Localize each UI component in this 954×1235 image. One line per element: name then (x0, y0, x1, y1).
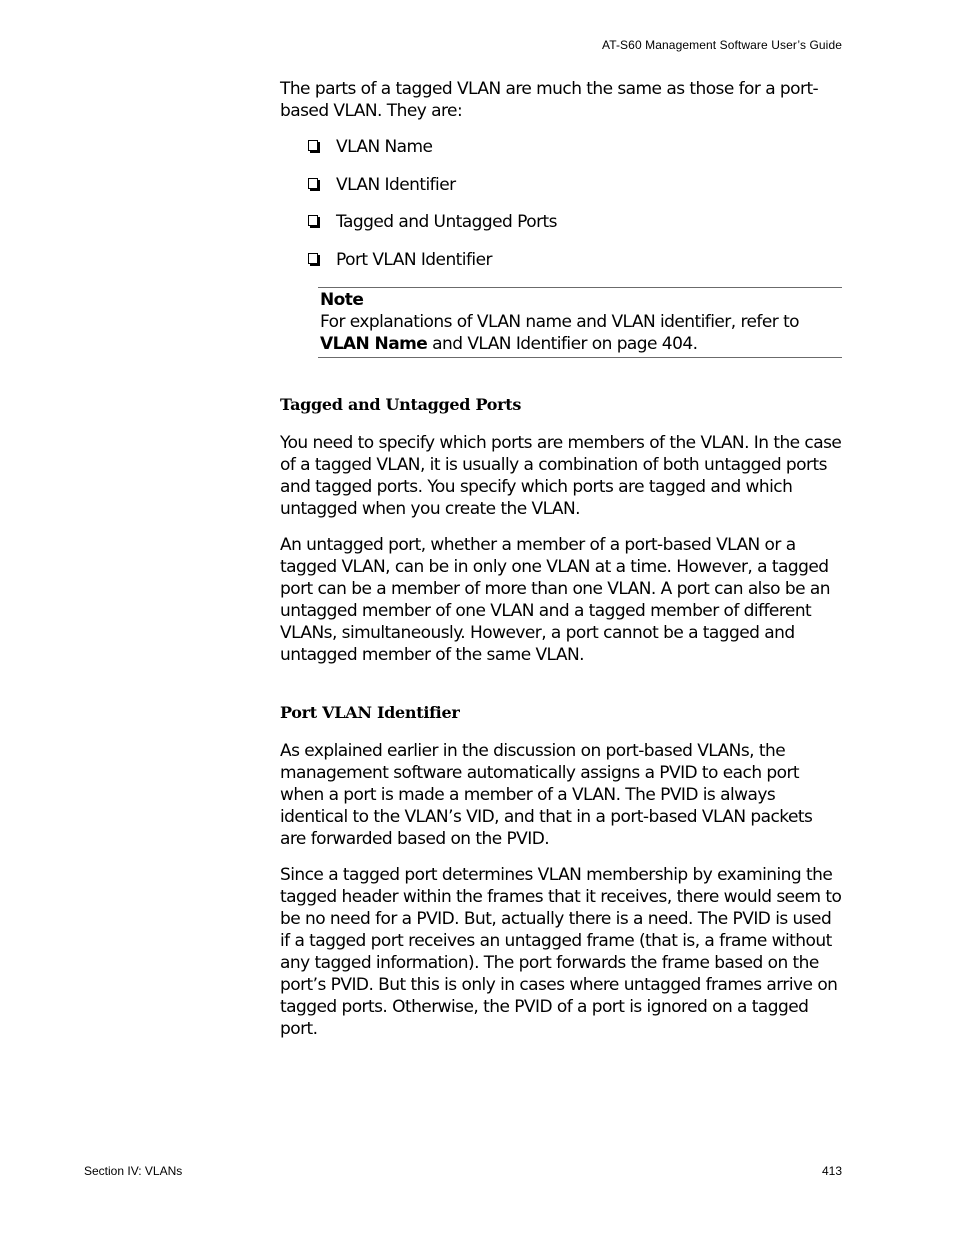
note-box (318, 287, 842, 358)
list-item-label: VLAN Identifier (336, 174, 456, 195)
note-title: Note (320, 289, 364, 310)
vlan-parts-list (280, 136, 842, 271)
list-item (308, 136, 842, 158)
note-cross-reference: VLAN Name (320, 333, 428, 354)
section-paragraph: As explained earlier in the discussion on port-based VLANs, the management software automatically assigns a PVID to each port when a port is made a member of a VLAN. The PVID is always identical to the VLAN’s VID, and that in a port-based VLAN packets are forwarded based on the PVID. (280, 740, 813, 849)
running-header: AT-S60 Management Software User’s Guide (601, 38, 842, 52)
intro-paragraph: The parts of a tagged VLAN are much the same as those for a port-based VLAN. They are: (280, 79, 819, 121)
list-item-label: Tagged and Untagged Ports (336, 212, 557, 233)
section-heading-port-vlan-identifier: Port VLAN Identifier (280, 702, 460, 722)
list-item-label: Port VLAN Identifier (336, 250, 492, 271)
checkbox-bullet-icon (308, 253, 318, 264)
page-content (280, 78, 842, 1054)
section-heading-tagged-untagged-ports: Tagged and Untagged Ports (280, 394, 522, 414)
list-item (308, 249, 842, 271)
checkbox-bullet-icon (308, 140, 318, 151)
note-text-after: and VLAN Identifier on page 404. (427, 333, 698, 354)
footer-section-label: Section IV: VLANs (84, 1164, 183, 1178)
section-paragraph: You need to specify which ports are members of the VLAN. In the case of a tagged VLAN, it is usually a combination of both untagged ports and tagged ports. You specify which ports are tagged and which untagged when you create the VLAN. (280, 432, 842, 519)
section-paragraph: An untagged port, whether a member of a port-based VLAN or a tagged VLAN, can be in only one VLAN at a time. However, a tagged port can be a member of more than one VLAN. A port can also be an untagged member of one VLAN and a tagged member of different VLANs, simultaneously. However, a port cannot be a tagged and untagged member of the same VLAN. (280, 534, 830, 665)
note-text-before: For explanations of VLAN name and VLAN identifier, refer to (320, 311, 800, 332)
checkbox-bullet-icon (308, 215, 318, 226)
section-paragraph: Since a tagged port determines VLAN membership by examining the tagged header within the frames that it receives, there would seem to be no need for a PVID. But, actually there is a need. The PVID is used if a tagged port receives an untagged frame (that is, a frame without any tagged information). The port forwards the frame based on the port’s PVID. But this is only in cases where untagged frames arrive on tagged ports. Otherwise, the PVID of a port is ignored on a tagged port. (280, 864, 842, 1039)
checkbox-bullet-icon (308, 178, 318, 189)
footer-page-number: 413 (821, 1164, 842, 1178)
list-item (308, 174, 842, 196)
list-item-label: VLAN Name (336, 137, 433, 157)
note-text (320, 311, 842, 355)
list-item (308, 211, 842, 233)
